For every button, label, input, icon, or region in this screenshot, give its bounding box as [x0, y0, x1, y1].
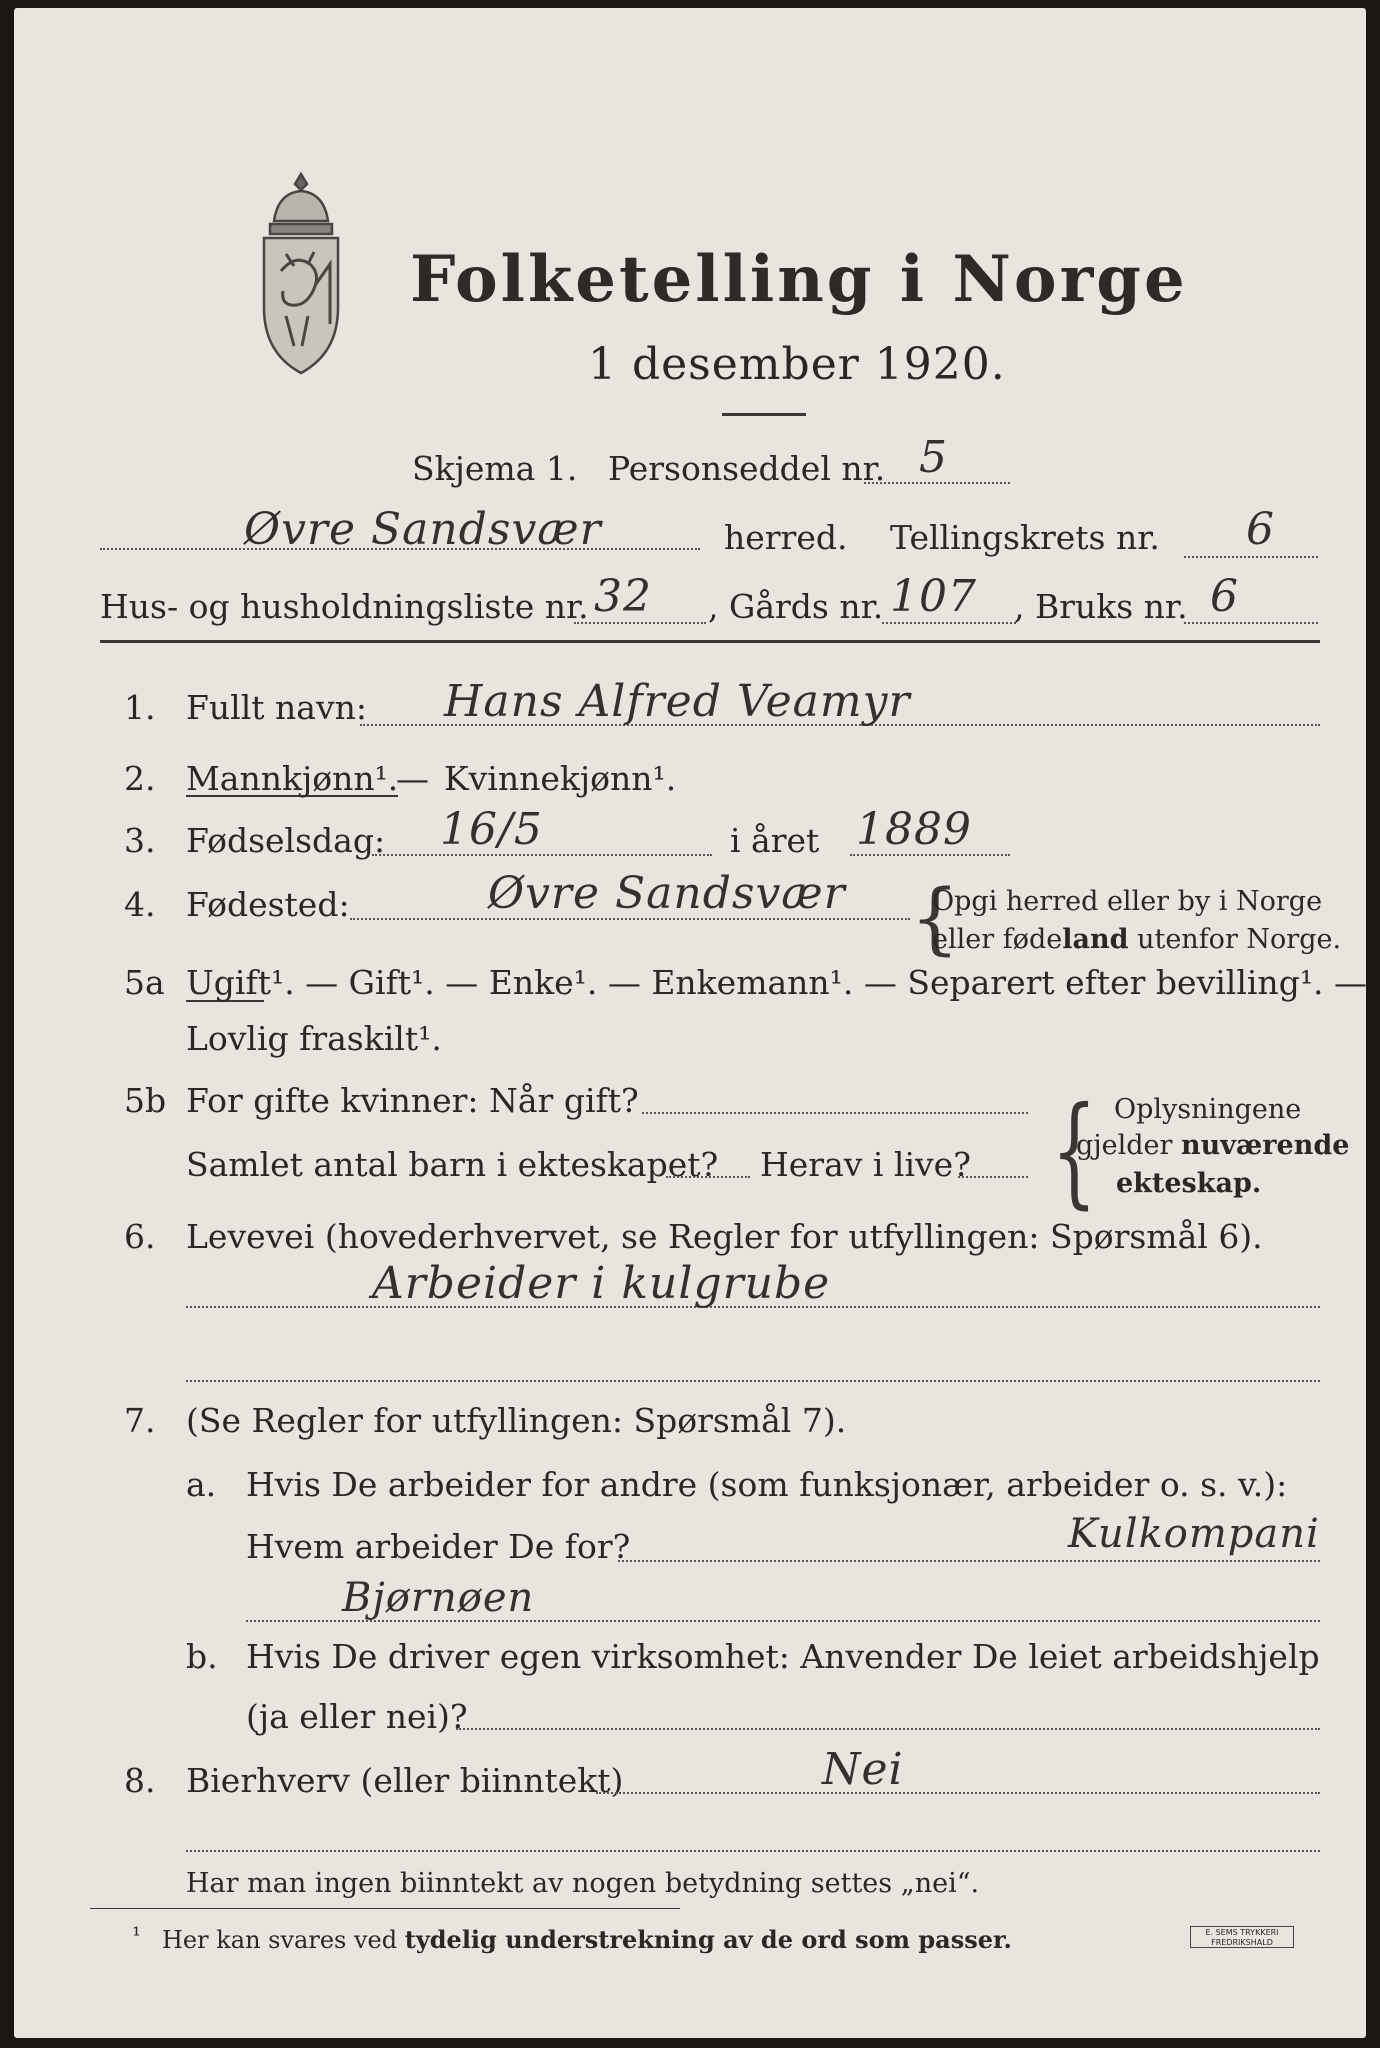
form-title: Folketelling i Norge: [410, 242, 1188, 317]
q5b-children-line[interactable]: [666, 1176, 750, 1178]
tellingskrets-value[interactable]: 6: [1246, 504, 1275, 555]
note-text: Har man ingen biinntekt av nogen betydning settes „nei“.: [186, 1868, 980, 1899]
occupation-value[interactable]: Arbeider i kulgrube: [372, 1258, 831, 1309]
q5b-children-label: Samlet antal barn i ekteskapet?: [186, 1145, 719, 1184]
q2-separator: —: [396, 759, 429, 798]
q5b-note-line2: gjelder nuværende: [1076, 1130, 1350, 1161]
q5b-note-line1: Oplysningene: [1114, 1094, 1302, 1125]
herred-value[interactable]: Øvre Sandsvær: [244, 504, 602, 555]
census-form: [14, 8, 1366, 2038]
q5b-brace: {: [1051, 1082, 1098, 1221]
header-rule: [100, 640, 1320, 643]
q1-number: 1.: [124, 688, 156, 727]
birth-date-value[interactable]: 16/5: [440, 804, 543, 855]
q5b-alive-label: Herav i live?: [760, 1145, 971, 1184]
q8-label: Bierhverv (eller biinntekt): [186, 1761, 624, 1800]
q2-number: 2.: [124, 759, 156, 798]
q8-line2: [186, 1850, 1320, 1852]
q7a-line: [618, 1560, 1320, 1562]
employer-value-2[interactable]: Bjørnøen: [342, 1575, 535, 1621]
q6-number: 6.: [124, 1217, 156, 1256]
bruks-label: , Bruks nr.: [1014, 587, 1188, 626]
marital-status-options[interactable]: Ugift¹. — Gift¹. — Enke¹. — Enkemann¹. — Separert efter bevilling¹. —: [186, 963, 1368, 1002]
full-name-value[interactable]: Hans Alfred Veamyr: [444, 676, 911, 727]
q7a-line2: Hvem arbeider De for?: [246, 1527, 631, 1566]
q5b-note-line3: ekteskap.: [1116, 1168, 1262, 1199]
q5a-number: 5a: [124, 963, 165, 1002]
census-date: 1 desember 1920.: [588, 339, 1006, 390]
personseddel-label: Personseddel nr.: [608, 449, 886, 488]
q7b-number: b.: [186, 1637, 218, 1676]
q7b-line2: (ja eller nei)?: [246, 1697, 468, 1736]
bruks-value[interactable]: 6: [1210, 571, 1239, 622]
q7a-line1: Hvis De arbeider for andre (som funksjonær, arbeider o. s. v.):: [246, 1465, 1288, 1504]
hus-line: [574, 622, 706, 624]
q4-note-line2: eller fødeland utenfor Norge.: [932, 924, 1342, 955]
q7b-line1: Hvis De driver egen virksomhet: Anvender De leiet arbeidshjelp: [246, 1637, 1320, 1676]
gards-label: , Gårds nr.: [708, 587, 884, 626]
q7a-number: a.: [186, 1465, 217, 1504]
q8-number: 8.: [124, 1761, 156, 1800]
norway-coat-of-arms-icon: [246, 166, 356, 381]
q5b-married-line[interactable]: [642, 1112, 1028, 1114]
q4-brace: {: [910, 874, 960, 964]
q4-number: 4.: [124, 885, 156, 924]
year-label: i året: [730, 821, 820, 860]
q4-note-line1: Opgi herred eller by i Norge: [932, 886, 1323, 917]
footnote-mark: ¹: [132, 1924, 141, 1949]
q5b-alive-line[interactable]: [958, 1176, 1028, 1178]
q7b-line[interactable]: [456, 1728, 1320, 1730]
mannkjonn-option[interactable]: Mannkjønn¹.: [186, 759, 399, 798]
q4-label: Fødested:: [186, 885, 350, 924]
birthplace-value[interactable]: Øvre Sandsvær: [488, 868, 846, 919]
footnote-rule: [90, 1908, 680, 1909]
q7-number: 7.: [124, 1401, 156, 1440]
gards-value[interactable]: 107: [890, 571, 977, 622]
q6-line2: [186, 1380, 1320, 1382]
q5b-line1: For gifte kvinner: Når gift?: [186, 1081, 639, 1120]
skjema-label: Skjema 1.: [412, 449, 578, 488]
side-income-value[interactable]: Nei: [822, 1744, 904, 1795]
lovlig-fraskilt-option[interactable]: Lovlig fraskilt¹.: [186, 1019, 442, 1058]
hus-label: Hus- og husholdningsliste nr.: [100, 587, 589, 626]
q7-label: (Se Regler for utfyllingen: Spørsmål 7).: [186, 1401, 847, 1440]
printer-mark: E. SEMS TRYKKERI FREDRIKSHALD: [1190, 1926, 1294, 1948]
q3-label: Fødselsdag:: [186, 821, 386, 860]
q3-number: 3.: [124, 821, 156, 860]
herred-label: herred.: [724, 518, 848, 557]
gards-line: [882, 622, 1016, 624]
q5b-number: 5b: [124, 1081, 167, 1120]
title-divider: [722, 413, 806, 416]
footnote-text: Her kan svares ved tydelig understrekning av de ord som passer.: [162, 1925, 1012, 1954]
employer-value-1[interactable]: Kulkompani: [1068, 1511, 1320, 1557]
kvinnekjonn-option[interactable]: Kvinnekjønn¹.: [444, 759, 677, 798]
tellingskrets-label: Tellingskrets nr.: [890, 518, 1160, 557]
personseddel-value[interactable]: 5: [919, 432, 948, 483]
hus-value[interactable]: 32: [594, 571, 652, 622]
q8-line: [596, 1792, 1320, 1794]
q1-label: Fullt navn:: [186, 688, 367, 727]
bruks-line: [1184, 622, 1318, 624]
tellingskrets-line: [1184, 556, 1318, 558]
q6-label: Levevei (hovederhvervet, se Regler for utfyllingen: Spørsmål 6).: [186, 1217, 1263, 1256]
birth-year-value[interactable]: 1889: [856, 804, 972, 855]
